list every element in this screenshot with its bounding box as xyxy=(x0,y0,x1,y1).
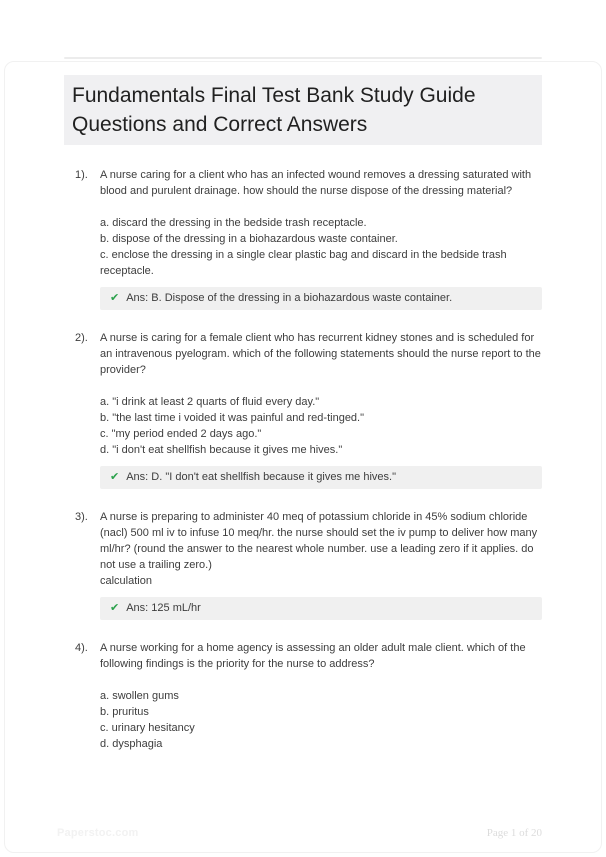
answer-box xyxy=(100,597,542,620)
question-text: A nurse is preparing to administer 40 meq of potassium chloride in 45% sodium chloride (nacl) 500 ml iv to infuse 10 meq/hr. the nurse should set the iv pump to deliver how many ml/hr? (round the answer to the nearest whole number. use a leading zero if it applies. do not use a trailing zero.) xyxy=(100,511,538,571)
option-item: b. "the last time i voided it was painful and red-tinged." xyxy=(100,412,365,424)
question-extra-line: calculation xyxy=(100,575,152,587)
question-text: A nurse is caring for a female client who has recurrent kidney stones and is scheduled for an intravenous pyelogram. which of the following statements should the nurse report to the provider? xyxy=(100,332,541,376)
option-item: a. swollen gums xyxy=(100,690,179,702)
question-number: 1). xyxy=(75,169,88,181)
answer-text: Ans: B. Dispose of the dressing in a biohazardous waste container. xyxy=(126,292,453,304)
check-icon: ✔ xyxy=(110,292,120,304)
check-icon: ✔ xyxy=(110,471,120,483)
page-footer xyxy=(57,827,542,839)
option-item: a. discard the dressing in the bedside trash receptacle. xyxy=(100,217,367,229)
option-item: d. "i don't eat shellfish because it gives me hives." xyxy=(100,444,343,456)
answer-box xyxy=(100,466,542,489)
options-list xyxy=(100,215,542,279)
question-text: A nurse caring for a client who has an infected wound removes a dressing saturated with blood and purulent drainage. how should the nurse dispose of the dressing material? xyxy=(100,169,532,197)
question-text: A nurse working for a home agency is assessing an older adult male client. which of the following findings is the priority for the nurse to address? xyxy=(100,642,526,670)
options-list xyxy=(100,394,542,458)
footer-watermark: Paperstoc.com xyxy=(57,827,139,839)
check-icon: ✔ xyxy=(110,602,120,614)
question-1 xyxy=(64,167,542,310)
question-number: 4). xyxy=(75,642,88,654)
question-number: 2). xyxy=(75,332,88,344)
question-3 xyxy=(64,509,542,620)
question-2 xyxy=(64,330,542,489)
option-item: b. pruritus xyxy=(100,706,149,718)
answer-box xyxy=(100,287,542,310)
option-item: c. enclose the dressing in a single clear plastic bag and discard in the bedside trash receptacle. xyxy=(100,249,507,277)
option-item: c. urinary hesitancy xyxy=(100,722,195,734)
answer-text: Ans: D. "I don't eat shellfish because it gives me hives." xyxy=(126,471,396,483)
page-title: Fundamentals Final Test Bank Study Guide Questions and Correct Answers xyxy=(64,75,542,145)
question-4 xyxy=(64,640,542,752)
options-list xyxy=(100,688,542,752)
top-divider xyxy=(64,57,542,59)
question-number: 3). xyxy=(75,511,88,523)
document-page xyxy=(0,57,606,752)
answer-text: Ans: 125 mL/hr xyxy=(126,602,201,614)
option-item: d. dysphagia xyxy=(100,738,163,750)
option-item: a. "i drink at least 2 quarts of fluid every day." xyxy=(100,396,320,408)
page-indicator: Page 1 of 20 xyxy=(486,827,542,839)
option-item: b. dispose of the dressing in a biohazardous waste container. xyxy=(100,233,398,245)
option-item: c. "my period ended 2 days ago." xyxy=(100,428,262,440)
